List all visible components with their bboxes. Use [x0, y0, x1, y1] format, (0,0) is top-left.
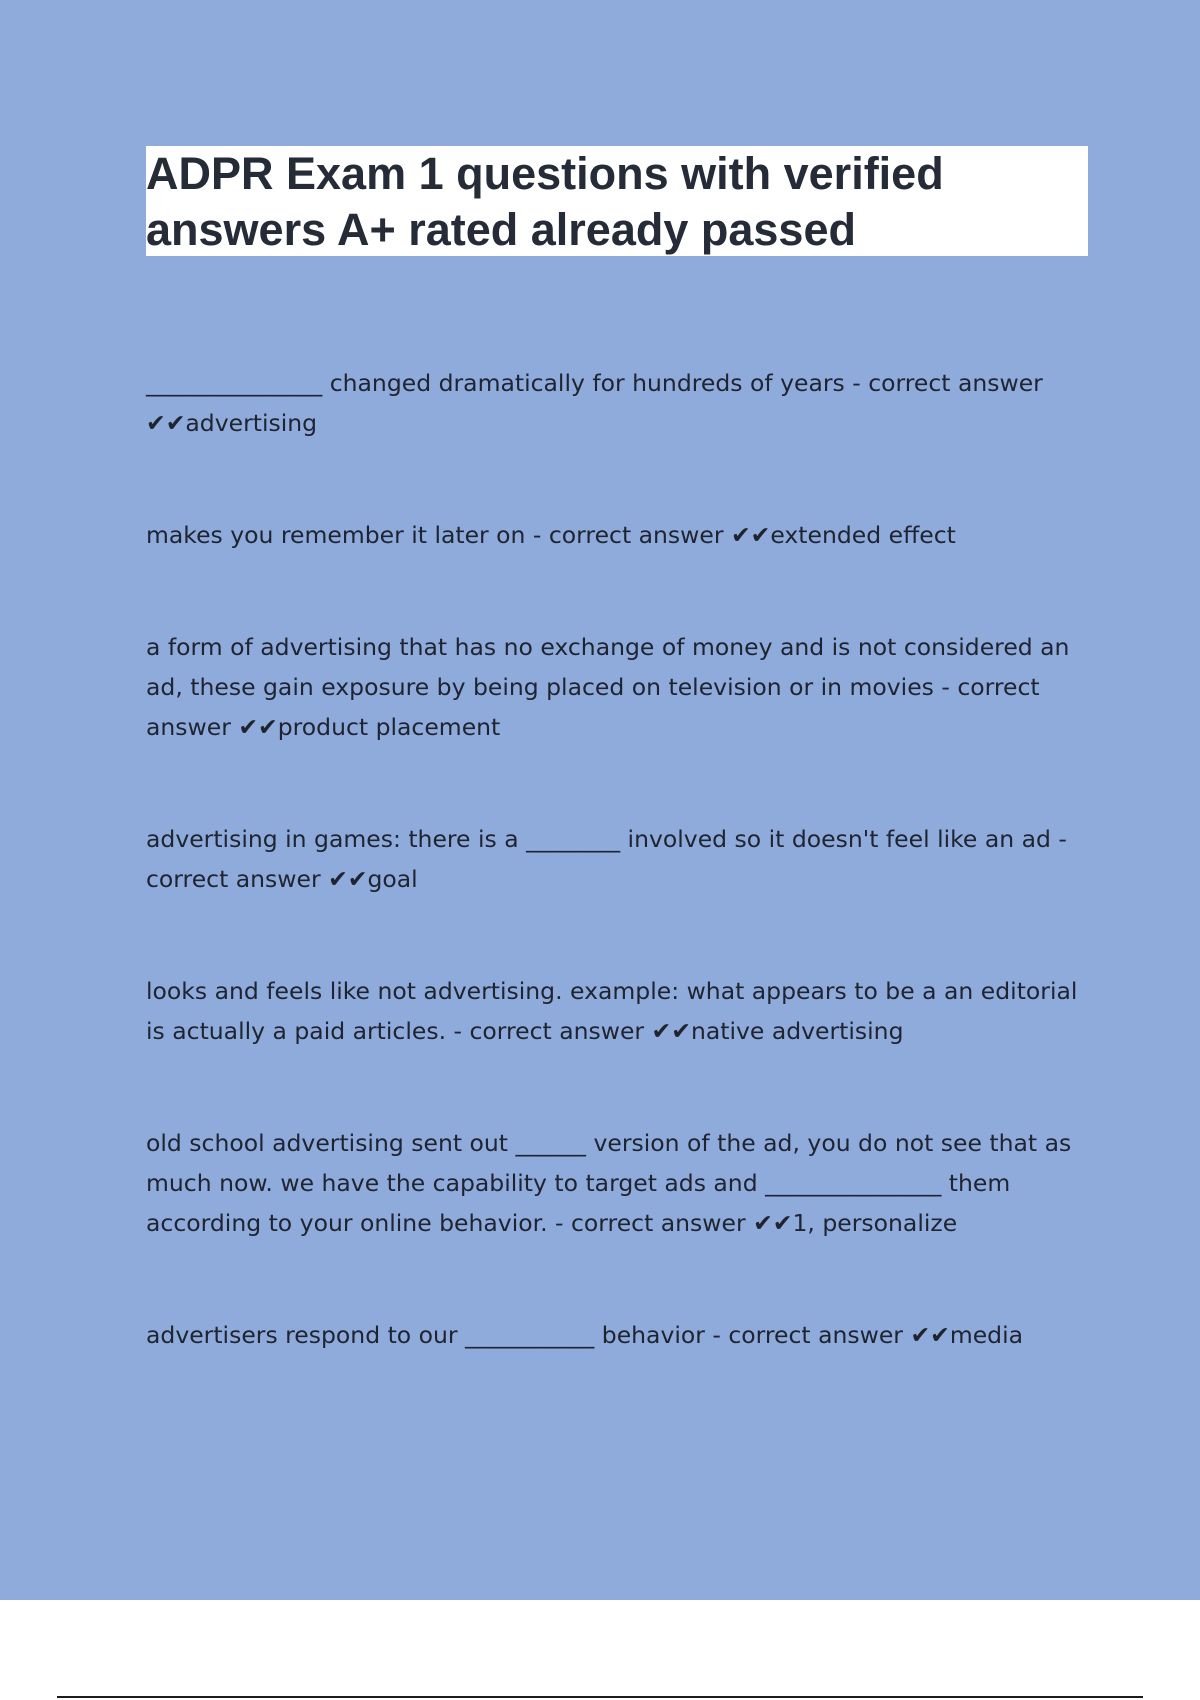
question-item: makes you remember it later on - correct answer ✔✔extended effect — [146, 521, 956, 549]
question-item: old school advertising sent out ______ version of the ad, you do not see that as much now. we have the capability to target ads and _______________ them according to your online behavior. - correct answer ✔✔1, personalize — [146, 1129, 1079, 1237]
question-item: looks and feels like not advertising. example: what appears to be a an editorial is actually a paid articles. - correct answer ✔✔native advertising — [146, 977, 1085, 1045]
question-item: _______________ changed dramatically for hundreds of years - correct answer ✔✔advertising — [146, 369, 1051, 437]
footer-rule — [57, 1696, 1143, 1698]
question-item: advertisers respond to our ___________ behavior - correct answer ✔✔media — [146, 1321, 1024, 1349]
question-list — [146, 363, 1086, 1355]
question-item: a form of advertising that has no exchange of money and is not considered an ad, these gain exposure by being placed on television or in movies - correct answer ✔✔product placement — [146, 633, 1077, 741]
document-title: ADPR Exam 1 questions with verified answers A+ rated already passed — [146, 148, 944, 255]
question-item: advertising in games: there is a ________ involved so it doesn't feel like an ad - correct answer ✔✔goal — [146, 825, 1075, 893]
title-box — [146, 146, 1088, 256]
